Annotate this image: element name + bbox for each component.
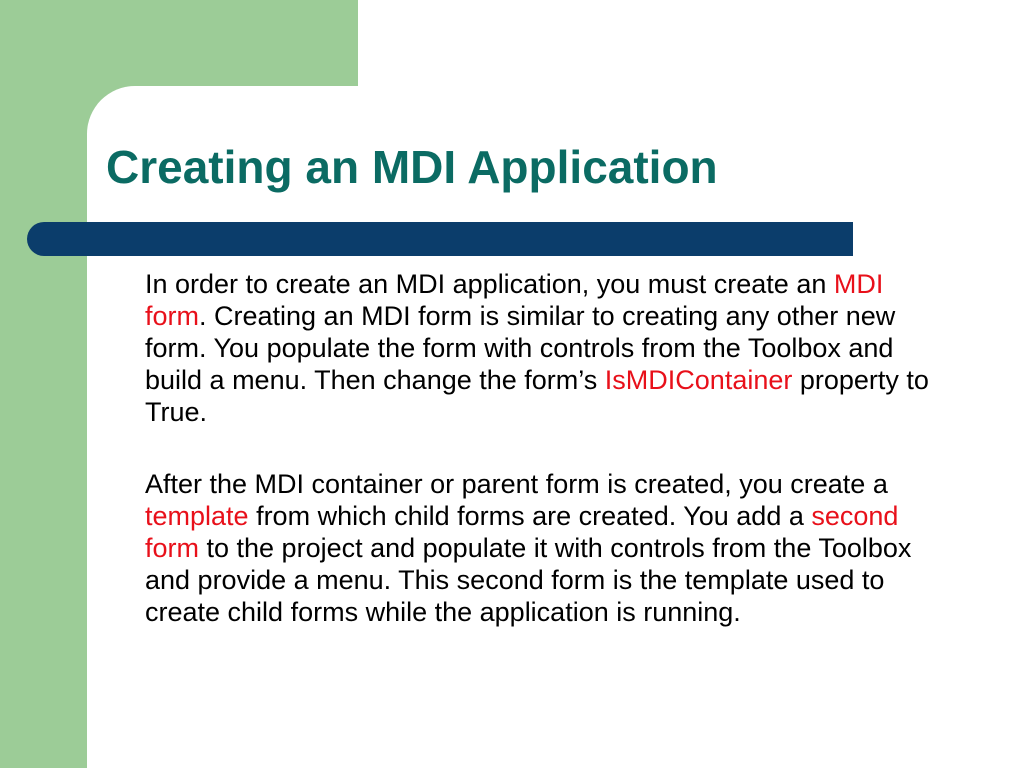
highlight-mdi-form: MDI form	[145, 269, 884, 331]
title-underline-bar	[27, 222, 853, 256]
highlight-ismdicontainer: IsMDIContainer	[604, 365, 793, 395]
panel-top	[358, 0, 1024, 86]
paragraph-1-text-b: . Creating an MDI form is similar to creating any other new form. You populate the form with controls from the Toolbox and build a menu. Then change the form’s	[145, 301, 896, 395]
paragraph-1-text-c: property to True.	[145, 365, 929, 427]
slide-title: Creating an MDI Application	[106, 141, 718, 193]
slide-body	[145, 268, 945, 668]
paragraph-2-text-a: After the MDI container or parent form is created, you create a	[145, 469, 888, 499]
paragraph-2	[145, 468, 945, 628]
paragraph-2-text-c: to the project and populate it with controls from the Toolbox and provide a menu. This second form is the template used to create child forms while the application is running.	[145, 533, 912, 627]
paragraph-2-text-b: from which child forms are created. You add a	[248, 501, 812, 531]
highlight-second-form: second form	[145, 501, 899, 563]
paragraph-1	[145, 268, 945, 428]
highlight-template: template	[145, 501, 249, 531]
paragraph-1-text-a: In order to create an MDI application, you must create an	[145, 269, 834, 299]
